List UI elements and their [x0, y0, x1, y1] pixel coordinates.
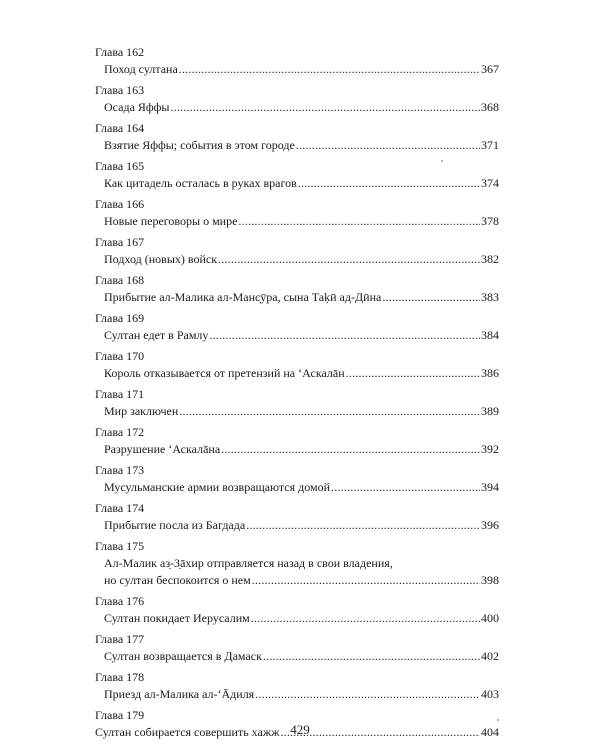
toc-row	[95, 61, 499, 78]
toc-entry-163	[95, 82, 499, 116]
toc-row	[95, 441, 499, 458]
toc-entry-171	[95, 386, 499, 420]
chapter-title: Мир заключен	[104, 404, 179, 418]
page-number: 398	[481, 573, 499, 587]
page-number: 392	[481, 442, 499, 456]
dot-leader	[331, 479, 480, 496]
dot-leader	[251, 610, 480, 627]
chapter-title: но султан беспокоится о нем	[104, 573, 251, 587]
chapter-label: Глава 177	[95, 632, 145, 646]
page-number: 404	[481, 725, 499, 739]
toc-row	[95, 610, 499, 627]
toc-row	[95, 175, 499, 192]
page-folio-number: 429	[290, 722, 310, 737]
chapter-title: Султан собирается совершить хажж	[95, 725, 280, 739]
toc-row	[95, 213, 499, 230]
page-number: 368	[481, 100, 499, 114]
chapter-label: Глава 166	[95, 197, 145, 211]
page-number: 386	[481, 366, 499, 380]
dot-leader	[298, 175, 480, 192]
chapter-title: Разрушение ‘Аскалāна	[104, 442, 221, 456]
dot-leader	[179, 61, 480, 78]
dot-leader	[221, 441, 480, 458]
scan-speck	[497, 719, 499, 721]
chapter-title-line-1: Ал-Малик аз̣-З̣āхир отправляется назад в свои владения,	[104, 556, 393, 570]
chapter-label: Глава 173	[95, 463, 145, 477]
toc-entry-173	[95, 462, 499, 496]
page-number: 394	[481, 480, 499, 494]
toc-entry-167	[95, 234, 499, 268]
toc-row	[95, 479, 499, 496]
chapter-label: Глава 165	[95, 159, 145, 173]
dot-leader	[218, 251, 480, 268]
chapter-title: Поход султана	[104, 62, 178, 76]
chapter-label: Глава 170	[95, 349, 145, 363]
dot-leader	[252, 572, 480, 589]
toc-entry-164	[95, 120, 499, 154]
chapter-label: Глава 169	[95, 311, 145, 325]
toc-entry-172	[95, 424, 499, 458]
dot-leader	[238, 213, 480, 230]
page-number: 374	[481, 176, 499, 190]
toc-row	[95, 517, 499, 534]
chapter-label: Глава 178	[95, 670, 145, 684]
page-number: 400	[481, 611, 499, 625]
toc-entry-166	[95, 196, 499, 230]
chapter-title: Прибытие ал-Малика ал-Манс̣ӯра, сына Таḳӣ ад-Дӣна	[104, 290, 382, 304]
dot-leader	[209, 327, 480, 344]
toc-row	[95, 686, 499, 703]
chapter-label: Глава 168	[95, 273, 145, 287]
toc-entry-175	[95, 538, 499, 589]
toc-row	[95, 327, 499, 344]
toc-entry-174	[95, 500, 499, 534]
chapter-label: Глава 171	[95, 387, 145, 401]
chapter-label: Глава 176	[95, 594, 145, 608]
toc-row	[95, 648, 499, 665]
dot-leader	[382, 289, 480, 306]
chapter-label: Глава 162	[95, 45, 145, 59]
chapter-title: Новые переговоры о мире	[104, 214, 238, 228]
toc-row	[95, 137, 499, 154]
page-number: 382	[481, 252, 499, 266]
toc-row	[95, 99, 499, 116]
toc-row	[95, 365, 499, 382]
chapter-title: Взятие Яффы; события в этом городе	[104, 138, 295, 152]
dot-leader	[263, 648, 480, 665]
toc-row	[95, 572, 499, 589]
page-number: 384	[481, 328, 499, 342]
chapter-title: Прибытие посла из Багдада	[104, 518, 246, 532]
toc-entry-169	[95, 310, 499, 344]
chapter-title: Осада Яффы	[104, 100, 170, 114]
page-number: 396	[481, 518, 499, 532]
chapter-title: Подход (новых) войск	[104, 252, 218, 266]
toc-entry-178	[95, 669, 499, 703]
toc-entry-165	[95, 158, 499, 192]
toc-row	[95, 251, 499, 268]
scan-speck	[441, 160, 443, 162]
page-number: 378	[481, 214, 499, 228]
page-number: 402	[481, 649, 499, 663]
toc-row	[95, 403, 499, 420]
toc-entry-176	[95, 593, 499, 627]
chapter-title: Султан возвращается в Дамаск	[104, 649, 262, 663]
toc-entry-170	[95, 348, 499, 382]
toc-row	[95, 289, 499, 306]
chapter-label: Глава 167	[95, 235, 145, 249]
dot-leader	[170, 99, 480, 116]
table-of-contents	[95, 44, 499, 745]
chapter-label: Глава 179	[95, 708, 145, 722]
toc-entry-162	[95, 44, 499, 78]
chapter-title: Султан покидает Иерусалим	[104, 611, 250, 625]
chapter-label: Глава 164	[95, 121, 145, 135]
chapter-title: Султан едет в Рамлу	[104, 328, 209, 342]
page-number: 403	[481, 687, 499, 701]
toc-entry-177	[95, 631, 499, 665]
page-number: 389	[481, 404, 499, 418]
page-number: 367	[481, 62, 499, 76]
chapter-label: Глава 174	[95, 501, 145, 515]
dot-leader	[296, 137, 480, 154]
toc-entry-168	[95, 272, 499, 306]
chapter-label: Глава 172	[95, 425, 145, 439]
dot-leader	[255, 686, 480, 703]
chapter-label: Глава 175	[95, 539, 145, 553]
chapter-title: Мусульманские армии возвращаются домой	[104, 480, 331, 494]
dot-leader	[346, 365, 480, 382]
chapter-title: Как цитадель осталась в руках врагов	[104, 176, 297, 190]
dot-leader	[179, 403, 480, 420]
page-number: 383	[481, 290, 499, 304]
dot-leader	[246, 517, 480, 534]
page-number: 371	[481, 138, 499, 152]
chapter-label: Глава 163	[95, 83, 145, 97]
chapter-title: Приезд ал-Малика ал-‘Āдиля	[104, 687, 255, 701]
chapter-title: Король отказывается от претензий на ‘Аскалāн	[104, 366, 345, 380]
